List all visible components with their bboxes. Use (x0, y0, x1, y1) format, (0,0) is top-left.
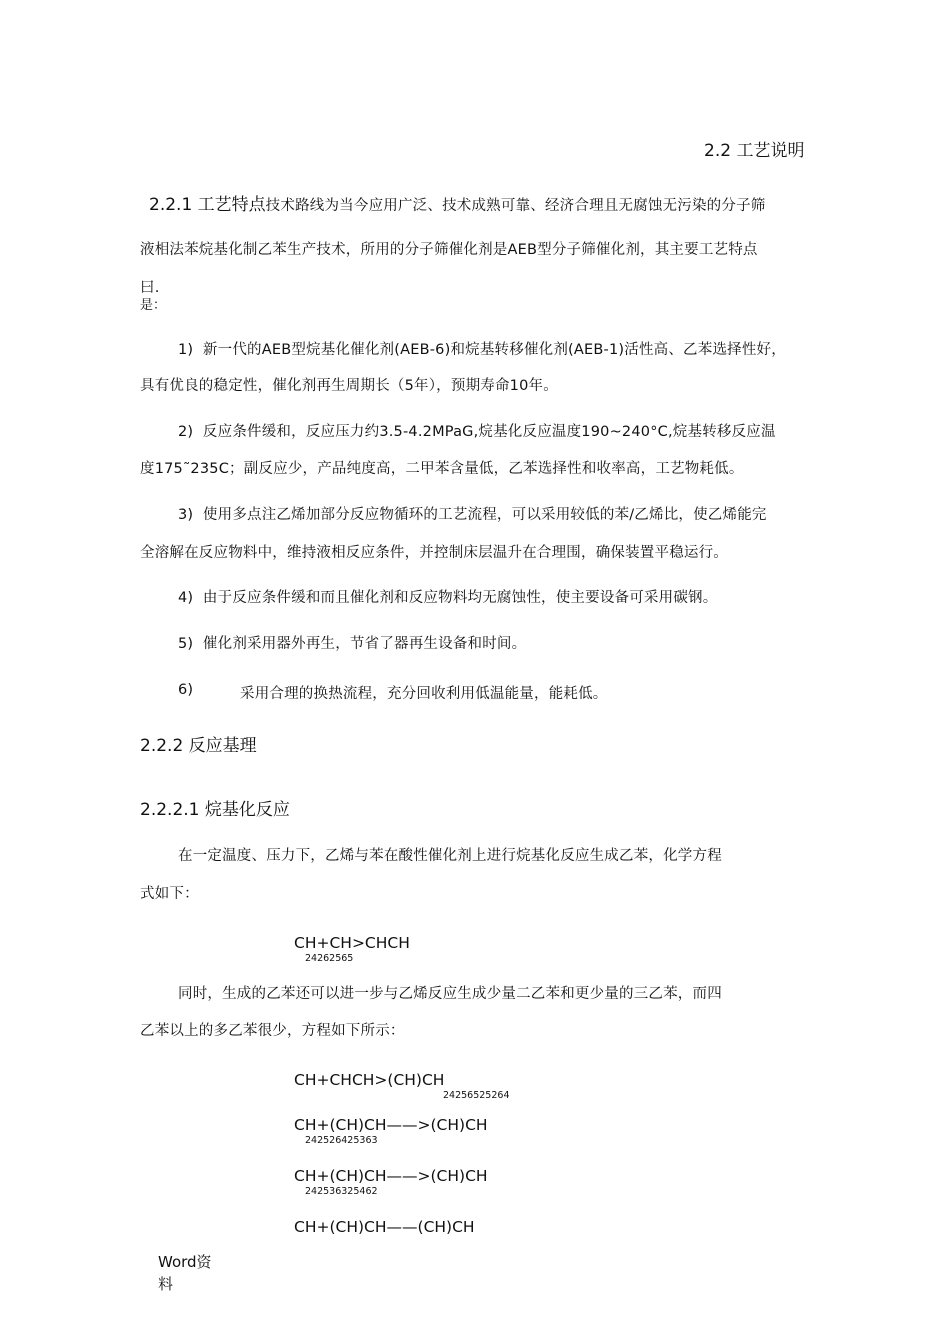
subsection-2-2-1 (149, 190, 765, 215)
footer-line: 料 (158, 1275, 174, 1293)
list-number: 4) (178, 590, 194, 606)
list-text-cont: 全溶解在反应物料中，维持液相反应条件，并控制床层温升在合理围，确保装置平稳运行。 (140, 545, 728, 561)
list-text: 反应条件缓和，反应压力约3.5-4.2MPaG,烷基化反应温度190~240°C,烷基转移反应温 (202, 424, 776, 440)
equation-2: CH+CHCH>(CH)CH (294, 1071, 445, 1089)
list-text-cont: 度175˜235C；副反应少，产品纯度高，二甲苯含量低，乙苯选择性和收率高，工艺物耗低。 (140, 461, 744, 477)
list-number: 1) (178, 342, 194, 358)
list-number: 5) (178, 636, 194, 652)
paragraph-line: 技术路线为当今应用广泛、技术成熟可靠、经济合理且无腐蚀无污染的分子筛 (265, 198, 766, 214)
paragraph-line: 液相法苯烷基化制乙苯生产技术，所用的分子筛催化剂是AEB型分子筛催化剂，其主要工艺特点 (140, 242, 758, 258)
equation-4-subscripts: 242536325462 (305, 1186, 378, 1197)
subsection-heading-2-2-2-1: 2.2.2.1 烷基化反应 (140, 800, 290, 820)
list-text-cont: 具有优良的稳定性，催化剂再生周期长（5年），预期寿命10年。 (140, 378, 558, 394)
equation-5: CH+(CH)CH——(CH)CH (294, 1218, 475, 1236)
equation-3: CH+(CH)CH——>(CH)CH (294, 1116, 488, 1134)
paragraph-line: 曰. (140, 280, 160, 296)
list-text: 由于反应条件缓和而且催化剂和反应物料均无腐蚀性，使主要设备可采用碳钢。 (202, 590, 718, 606)
list-item-1 (178, 338, 786, 359)
equation-2-subscripts: 24256525264 (443, 1090, 510, 1101)
list-number: 6) (178, 682, 194, 698)
list-text: 采用合理的换热流程，充分回收利用低温能量，能耗低。 (240, 686, 608, 702)
list-text: 催化剂采用器外再生，节省了器再生设备和时间。 (202, 636, 527, 652)
list-text: 使用多点注乙烯加部分反应物循环的工艺流程，可以采用较低的苯/乙烯比，使乙烯能完 (202, 507, 767, 523)
footer-line: Word资 (158, 1253, 212, 1271)
paragraph-line: 同时，生成的乙苯还可以进一步与乙烯反应生成少量二乙苯和更少量的三乙苯，而四 (178, 986, 722, 1002)
subsection-heading-2-2-2: 2.2.2 反应基理 (140, 736, 257, 756)
equation-1-subscripts: 24262565 (305, 953, 354, 964)
paragraph-line: 是： (140, 298, 167, 313)
list-item-2 (178, 420, 776, 441)
list-number: 2) (178, 424, 194, 440)
subsection-heading: 2.2.1 工艺特点 (149, 195, 266, 215)
paragraph-line: 乙苯以上的多乙苯很少，方程如下所示： (140, 1023, 405, 1039)
list-item-4 (178, 586, 717, 607)
list-item-5 (178, 632, 526, 653)
list-item-6 (178, 682, 193, 698)
section-title: 2.2 工艺说明 (704, 141, 805, 161)
equation-1: CH+CH>CHCH (294, 934, 410, 952)
equation-4: CH+(CH)CH——>(CH)CH (294, 1167, 488, 1185)
equation-3-subscripts: 242526425363 (305, 1135, 378, 1146)
list-text: 新一代的AEB型烷基化催化剂(AEB-6)和烷基转移催化剂(AEB-1)活性高、乙苯选择性好， (202, 342, 786, 358)
list-number: 3) (178, 507, 194, 523)
paragraph-line: 在一定温度、压力下，乙烯与苯在酸性催化剂上进行烷基化反应生成乙苯，化学方程 (178, 848, 722, 864)
paragraph-line: 式如下： (140, 886, 199, 902)
list-item-3 (178, 503, 767, 524)
